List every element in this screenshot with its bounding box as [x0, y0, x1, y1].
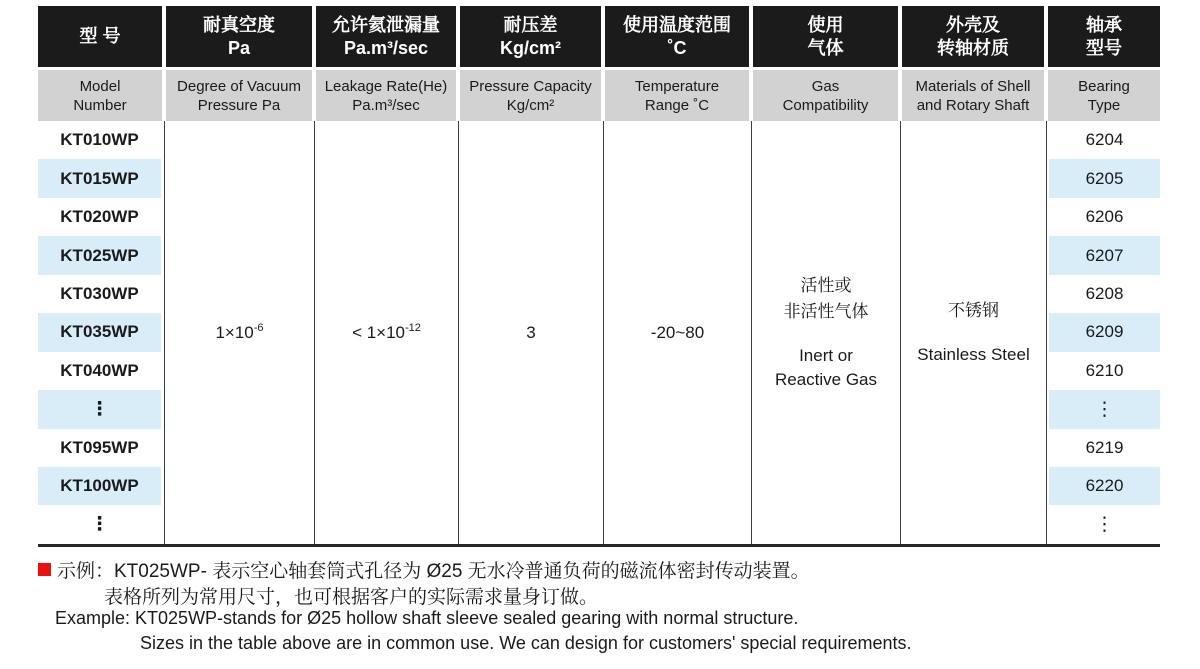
header-cn-model-line1: 型 号 — [79, 26, 121, 46]
header-en-model — [38, 70, 164, 121]
header-en-temperature — [603, 70, 751, 121]
spec-table — [38, 6, 1160, 547]
header-cn-bearing-line1: 轴承 — [1086, 14, 1122, 35]
header-en-leakage — [314, 70, 458, 121]
header-cn-temperature-line2: ˚C — [667, 37, 687, 58]
model-ellipsis-cell: ⋮ — [90, 514, 109, 536]
note-en-example: Example: KT025WP-stands for Ø25 hollow shaft sleeve sealed gearing with normal structure. — [55, 608, 799, 628]
bearing-cell: 6220 — [1049, 467, 1160, 505]
pressure-value: 3 — [526, 322, 536, 342]
note-cn-example-text: 示例：KT025WP- 表示空心轴套筒式孔径为 Ø25 无水冷普通负荷的磁流体密封传动装置。 — [57, 561, 810, 582]
header-en-temperature-line1: Temperature — [634, 77, 720, 95]
gas-en-line2: Reactive Gas — [774, 369, 878, 389]
header-en-pressure-line1: Pressure Capacity — [469, 77, 592, 95]
bearing-cell: 6210 — [1085, 360, 1124, 380]
bearing-cell: 6208 — [1085, 283, 1124, 303]
header-cn-vacuum-line1: 耐真空度 — [203, 14, 275, 35]
header-cn-leakage-line1: 允许氦泄漏量 — [332, 14, 440, 35]
merged-cell-vacuum — [164, 121, 314, 544]
header-en-pressure — [458, 70, 603, 121]
model-cell: KT100WP — [38, 467, 161, 505]
header-en-gas — [751, 70, 900, 121]
gas-cn-line1: 活性或 — [800, 275, 852, 295]
gas-en-line1: Inert or — [799, 345, 853, 365]
header-cn-pressure-line1: 耐压差 — [503, 14, 558, 35]
header-en-leakage-line1: Leakage Rate(He) — [324, 77, 448, 95]
header-cn-vacuum — [164, 6, 314, 67]
header-cn-gas — [751, 6, 900, 67]
header-en-model-line2: Number — [73, 96, 127, 114]
header-en-bearing-line2: Type — [1087, 96, 1121, 114]
header-cn-leakage — [314, 6, 458, 67]
bearing-cell: 6219 — [1085, 437, 1124, 457]
bearing-cell: 6207 — [1049, 236, 1160, 274]
header-en-vacuum-line2: Pressure Pa — [197, 96, 281, 114]
header-en-temperature-line2: Range ˚C — [644, 96, 710, 114]
merged-cell-material — [900, 121, 1046, 544]
bearing-ellipsis-cell: ⋮ — [1095, 514, 1114, 536]
merged-cell-temperature — [603, 121, 751, 544]
leakage-exponent: -12 — [405, 321, 421, 334]
merged-cell-gas — [751, 121, 900, 544]
model-cell: KT025WP — [38, 236, 161, 274]
header-en-bearing — [1046, 70, 1160, 121]
model-cell: KT015WP — [38, 159, 161, 197]
model-cell: KT040WP — [60, 360, 139, 380]
merged-cell-pressure — [458, 121, 603, 544]
model-cell: KT095WP — [60, 437, 139, 457]
header-en-model-line1: Model — [79, 77, 121, 95]
bearing-cell: 6205 — [1049, 159, 1160, 197]
leakage-value — [352, 320, 421, 345]
merged-cell-leakage — [314, 121, 458, 544]
header-en-material-line2: and Rotary Shaft — [916, 96, 1030, 114]
header-cn-bearing — [1046, 6, 1160, 67]
model-cell: KT010WP — [60, 130, 139, 150]
header-cn-material — [900, 6, 1046, 67]
column-model-numbers — [38, 121, 164, 544]
note-cn-sizes: 表格所列为常用尺寸，也可根据客户的实际需求量身订做。 — [104, 587, 599, 608]
header-en-leakage-line2: Pa.m³/sec — [352, 96, 420, 114]
header-en-material-line1: Materials of Shell — [915, 77, 1031, 95]
table-header-en — [38, 70, 1160, 121]
header-cn-material-line1: 外壳及 — [946, 14, 1000, 35]
header-cn-gas-line2: 气体 — [807, 37, 844, 58]
temperature-value: -20~80 — [650, 322, 705, 342]
material-cn: 不锈钢 — [948, 300, 999, 320]
header-en-gas-line2: Compatibility — [782, 96, 869, 114]
model-cell: KT030WP — [60, 283, 139, 303]
header-cn-gas-line1: 使用 — [807, 14, 844, 35]
header-en-bearing-line1: Bearing — [1078, 77, 1130, 95]
model-cell: KT035WP — [38, 313, 161, 351]
bearing-cell: 6206 — [1085, 207, 1124, 227]
header-cn-temperature — [603, 6, 751, 67]
header-en-pressure-line2: Kg/cm² — [506, 96, 555, 114]
table-body — [38, 121, 1160, 547]
header-cn-material-line2: 转轴材质 — [937, 37, 1009, 58]
vacuum-value — [215, 320, 263, 345]
note-en-sizes: Sizes in the table above are in common use. We can design for customers' special requirements. — [140, 633, 912, 653]
bearing-cell: 6204 — [1085, 130, 1124, 150]
model-cell: KT020WP — [60, 207, 139, 227]
header-cn-pressure — [458, 6, 603, 67]
header-cn-pressure-line2: Kg/cm² — [499, 37, 561, 58]
vacuum-exponent: -6 — [253, 321, 264, 334]
header-cn-temperature-line1: 使用温度范围 — [623, 14, 731, 35]
header-en-vacuum-line1: Degree of Vacuum — [177, 77, 301, 95]
header-cn-vacuum-line2: Pa — [227, 37, 251, 58]
header-en-vacuum — [164, 70, 314, 121]
note-cn-example — [38, 556, 810, 583]
column-bearing-types — [1046, 121, 1160, 544]
header-cn-model — [38, 6, 164, 67]
red-square-bullet — [38, 563, 51, 576]
table-header-cn — [38, 6, 1160, 67]
bearing-ellipsis-cell: ⋮ — [1049, 390, 1160, 428]
model-ellipsis-cell: ⋮ — [38, 390, 161, 428]
material-en: Stainless Steel — [917, 344, 1030, 364]
header-cn-bearing-line2: 型号 — [1086, 37, 1122, 58]
header-cn-leakage-line2: Pa.m³/sec — [343, 37, 429, 58]
vacuum-base: 1×10 — [215, 322, 254, 342]
gas-cn-line2: 非活性气体 — [783, 301, 869, 321]
leakage-base: < 1×10 — [352, 322, 406, 342]
header-en-material — [900, 70, 1046, 121]
header-en-gas-line1: Gas — [811, 77, 840, 95]
bearing-cell: 6209 — [1049, 313, 1160, 351]
